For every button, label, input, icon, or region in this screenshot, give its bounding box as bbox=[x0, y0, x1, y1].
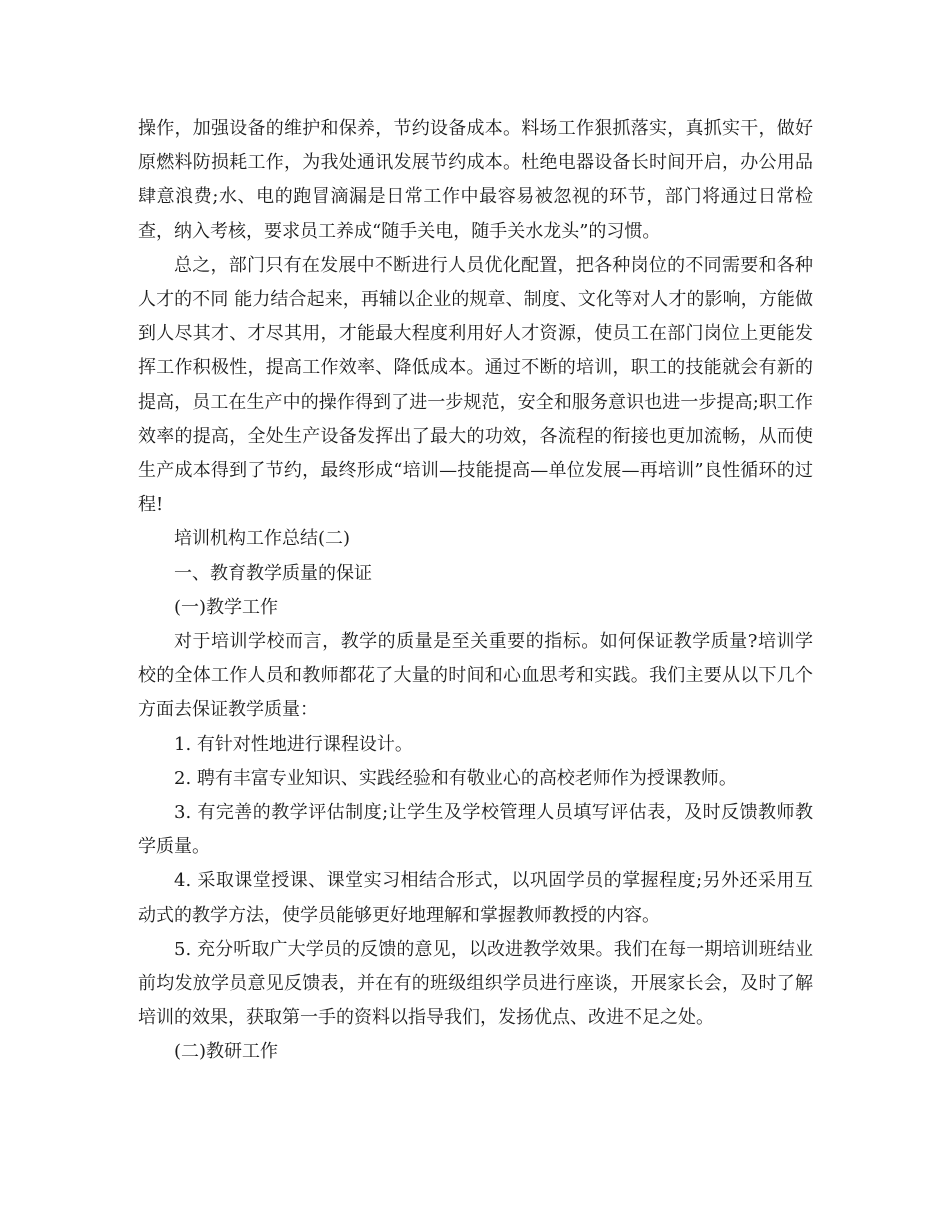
list-item-4: 4. 采取课堂授课、课堂实习相结合形式，以巩固学员的掌握程度;另外还采用互动式的教学方法，使学员能够更好地理解和掌握教师教授的内容。 bbox=[138, 870, 813, 926]
section-title: 培训机构工作总结(二) bbox=[174, 528, 351, 550]
paragraph-teaching-quality: 对于培训学校而言，教学的质量是至关重要的指标。如何保证教学质量?培训学校的全体工作人员和教师都花了大量的时间和心血思考和实践。我们主要从以下几个方面去保证教学质量： bbox=[138, 631, 813, 721]
list-item-2: 2. 聘有丰富专业知识、实践经验和有敬业心的高校老师作为授课教师。 bbox=[174, 767, 737, 789]
subsection-heading-research: (二)教研工作 bbox=[174, 1041, 279, 1063]
list-item-1: 1. 有针对性地进行课程设计。 bbox=[174, 733, 413, 755]
subsection-heading-teaching: (一)教学工作 bbox=[174, 596, 279, 618]
paragraph-cost-saving: 操作，加强设备的维护和保养，节约设备成本。料场工作狠抓落实，真抓实干，做好原燃料防损耗工作，为我处通讯发展节约成本。杜绝电器设备长时间开启，办公用品肆意浪费;水、电的跑冒滴漏是日常工作中最容易被忽视的环节，部门将通过日常检查，纳入考核，要求员工养成“随手关电，随手关水龙头”的习惯。 bbox=[138, 118, 813, 242]
section-heading-1: 一、教育教学质量的保证 bbox=[174, 562, 372, 584]
list-item-5: 5. 充分听取广大学员的反馈的意见，以改进教学效果。我们在每一期培训班结业前均发放学员意见反馈表，并在有的班级组织学员进行座谈，开展家长会，及时了解培训的效果，获取第一手的资料以指导我们，发扬优点、改进不足之处。 bbox=[138, 938, 813, 1029]
document-body bbox=[138, 112, 813, 1070]
list-item-3: 3. 有完善的教学评估制度;让学生及学校管理人员填写评估表，及时反馈教师教学质量。 bbox=[138, 802, 813, 858]
paragraph-summary: 总之，部门只有在发展中不断进行人员优化配置，把各种岗位的不同需要和各种人才的不同 能力结合起来，再辅以企业的规章、制度、文化等对人才的影响，方能做到人尽其才、才尽其用，才能最大程度利用好人才资源，使员工在部门岗位上更能发挥工作积极性，提高工作效率、降低成本。通过不断的培训，职工的技能就会有新的提高，员工在生产中的操作得到了进一步规范，安全和服务意识也进一步提高;职工作效率的提高，全处生产设备发挥出了最大的功效，各流程的衔接也更加流畅，从而使生产成本得到了节约，最终形成“培训—技能提高—单位发展—再培训”良性循环的过程! bbox=[138, 254, 813, 516]
